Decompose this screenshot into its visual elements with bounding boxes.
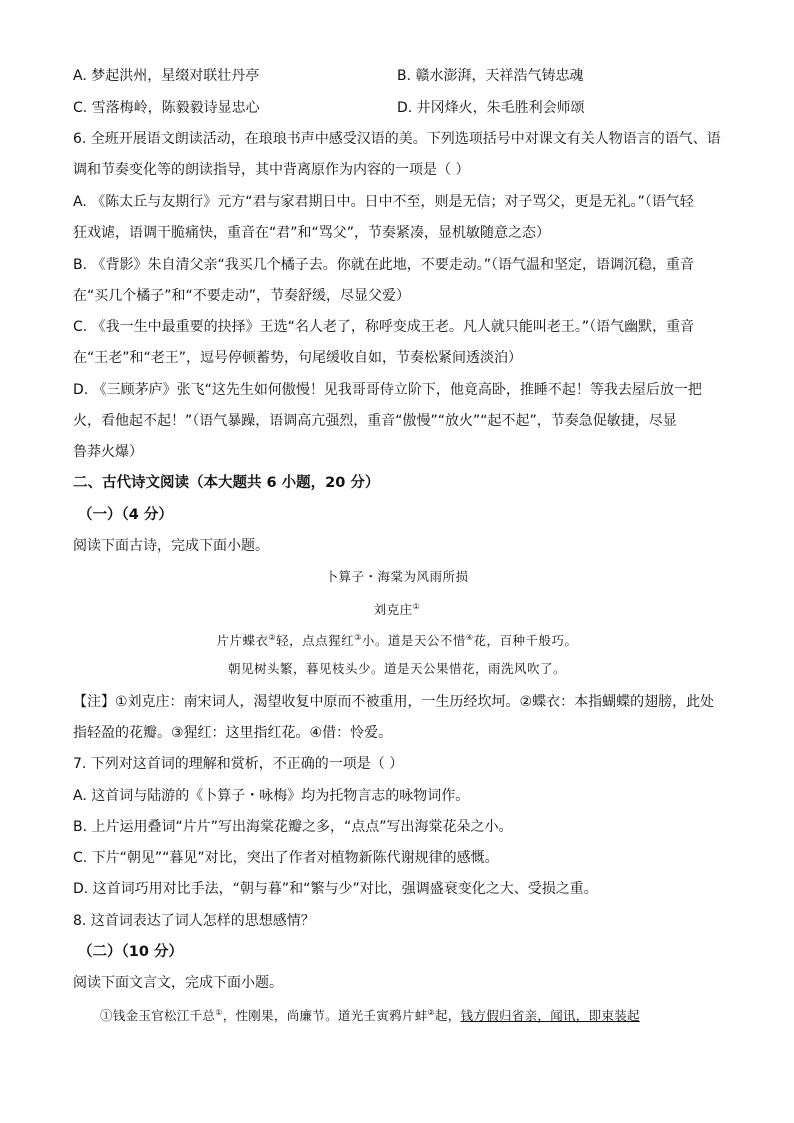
underlined-sentence: 钱方假归省亲，闻讯，即束装起: [460, 1008, 640, 1024]
note-marker: ③: [354, 633, 362, 642]
poem-notes-line1: 【注】①刘克庄：南宋词人，渴望收复中原而不被重用，一生历经坎坷。②蝶衣：本指蝴蝶的翅膀，此处: [73, 694, 715, 710]
poem-author: 刘克庄①: [373, 602, 421, 618]
note-marker: ①: [215, 1008, 223, 1017]
q5-option-c: C. 雪落梅岭，陈毅毅诗显忠心: [73, 100, 260, 116]
q6-stem-line1: 6. 全班开展语文朗读活动，在琅琅书声中感受汉语的美。下列选项括号中对课文有关人物语言的语气、语: [73, 131, 721, 147]
note-marker: ②: [427, 1008, 435, 1017]
part1-intro: 阅读下面古诗，完成下面小题。: [73, 538, 269, 554]
prose-paragraph-1: ①钱金玉官松江千总①，性刚果，尚廉节。道光壬寅鸦片蚌②起，钱方假归省亲，闻讯，即束装起: [100, 1008, 640, 1024]
q7-stem: 7. 下列对这首词的理解和赏析，不正确的一项是（ ）: [73, 756, 404, 772]
q6-option-b-line1: B. 《背影》朱自清父亲“我买几个橘子去。你就在此地，不要走动。”（语气温和坚定，语调沉稳，重音: [73, 257, 695, 273]
note-marker: ④: [465, 633, 474, 642]
q6-option-a-line2: 狂戏谑，语调干脆痛快，重音在“君”和“骂父”，节奏紧凑，显机敏随意之态）: [73, 225, 551, 241]
q6-option-d-line1: D. 《三顾茅庐》张飞“这先生如何傲慢！见我哥哥侍立阶下，他竟高卧，推睡不起！等我去屋后放一把: [73, 382, 702, 398]
poem-line-1: 片片蝶衣②轻，点点猩红③小。道是天公不惜④花，百种千般巧。: [216, 633, 578, 649]
part2-heading: （二）（10 分）: [78, 944, 183, 960]
q6-option-c-line2: 在“王老”和“老王”，逗号停顿蓄势，句尾缓收自如，节奏松紧间透淡泊）: [73, 350, 523, 366]
q7-option-a: A. 这首词与陆游的《卜算子・咏梅》均为托物言志的咏物词作。: [73, 788, 470, 804]
poem-line-2: 朝见树头繁，暮见枝头少。道是天公果惜花，雨洗风吹了。: [227, 661, 566, 676]
note-marker: ②: [268, 633, 277, 642]
q5-option-a: A. 梦起洪州，星缀对联壮丹亭: [73, 68, 260, 84]
note-marker: ①: [412, 602, 421, 611]
q5-option-b: B. 赣水澎湃，天祥浩气铸忠魂: [397, 68, 584, 84]
part1-heading: （一）（4 分）: [78, 507, 173, 523]
q6-option-b-line2: 在“买几个橘子”和“不要走动”，节奏舒缓，尽显父爱）: [73, 288, 411, 304]
q6-option-d-line2: 火，看他起不起！”（语气暴躁，语调高亢强烈，重音“傲慢”“放火”“起不起”，节奏急促敏捷，尽显: [73, 413, 677, 429]
q6-option-a-line1: A. 《陈太丘与友期行》元方“君与家君期日中。日中不至，则是无信；对子骂父，更是无礼。”（语气轻: [73, 194, 694, 210]
q6-option-d-line3: 鲁莽火爆）: [73, 444, 143, 460]
section-heading: 二、古代诗文阅读（本大题共 6 小题，20 分）: [73, 475, 380, 491]
q8-stem: 8. 这首词表达了词人怎样的思想感情？: [73, 913, 315, 929]
q5-option-d: D. 井冈烽火，朱毛胜利会师颂: [397, 100, 585, 116]
part2-intro: 阅读下面文言文，完成下面小题。: [73, 975, 283, 991]
q7-option-d: D. 这首词巧用对比手法，“朝与暮”和“繁与少”对比，强调盛衰变化之大、受损之重。: [73, 881, 598, 897]
poem-notes-line2: 指轻盈的花瓣。③猩红：这里指红花。④借：怜爱。: [73, 725, 393, 741]
q7-option-c: C. 下片“朝见”“暮见”对比，突出了作者对植物新陈代谢规律的感慨。: [73, 850, 499, 866]
q6-option-c-line1: C. 《我一生中最重要的抉择》王选“名人老了，称呼变成王老。凡人就只能叫老王。”（语气幽默，重音: [73, 319, 695, 335]
q6-stem-line2: 调和节奏变化等的朗读指导，其中背离原作为内容的一项是（ ）: [73, 162, 470, 178]
q7-option-b: B. 上片运用叠词“片片”写出海棠花瓣之多，“点点”写出海棠花朵之小。: [73, 819, 513, 835]
poem-title: 卜算子・海棠为风雨所损: [325, 569, 469, 584]
